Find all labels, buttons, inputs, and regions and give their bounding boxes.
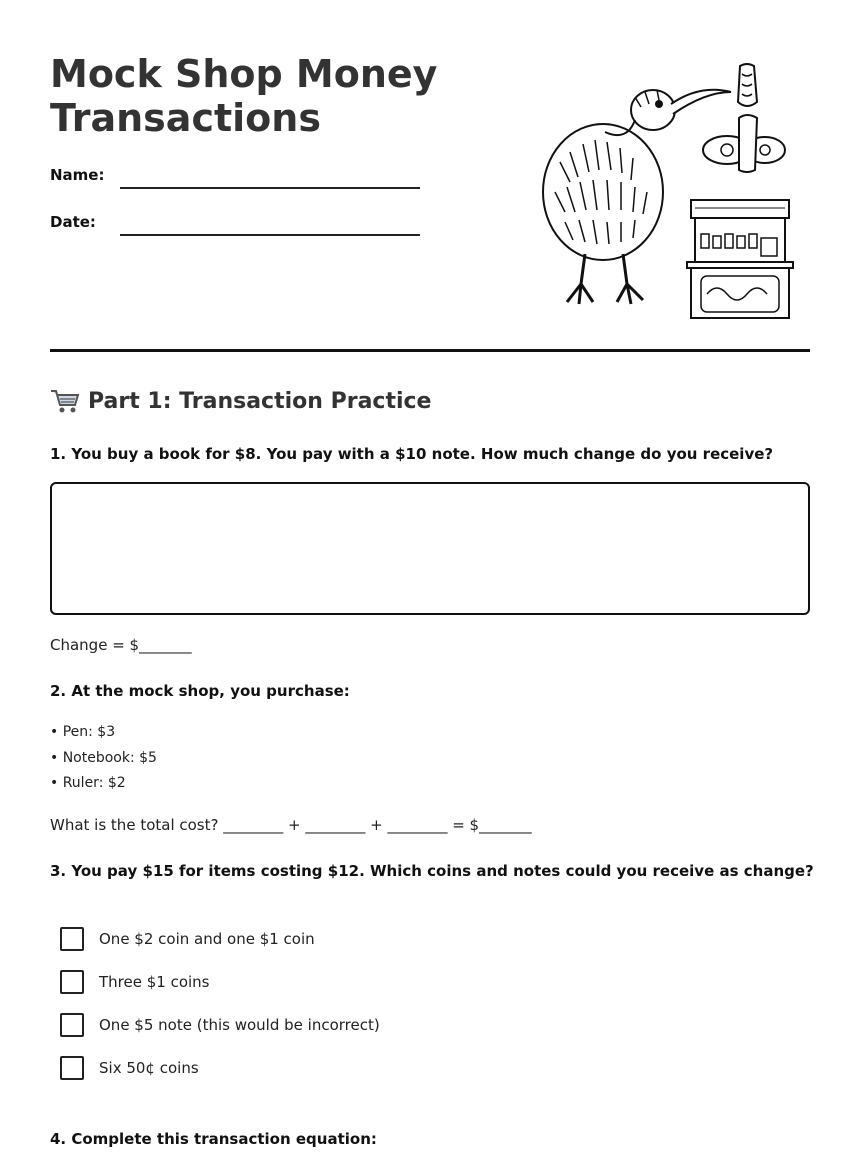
option-checkbox[interactable] <box>60 970 84 994</box>
section-heading <box>50 388 431 414</box>
option-row[interactable] <box>60 927 315 951</box>
list-item: • Ruler: $2 <box>50 775 126 791</box>
option-row[interactable] <box>60 1013 380 1037</box>
option-checkbox[interactable] <box>60 927 84 951</box>
option-row[interactable] <box>60 970 210 994</box>
name-label: Name: <box>50 166 105 184</box>
header-illustration <box>535 62 805 324</box>
maori-carving-icon <box>703 64 785 172</box>
question-1: 1. You buy a book for $8. You pay with a $10 note. How much change do you receive? <box>50 445 774 463</box>
option-label: Three $1 coins <box>99 973 210 991</box>
section-title: Part 1: Transaction Practice <box>88 388 432 414</box>
shopping-cart-icon <box>50 388 80 414</box>
answer-box[interactable] <box>50 482 810 615</box>
page-title <box>50 52 490 140</box>
option-label: One $2 coin and one $1 coin <box>99 930 315 948</box>
title-line-2: Transactions <box>50 96 321 140</box>
option-row[interactable] <box>60 1056 199 1080</box>
list-item: • Pen: $3 <box>50 724 116 740</box>
title-line-1: Mock Shop Money <box>50 52 438 96</box>
question-3: 3. You pay $15 for items costing $12. Which coins and notes could you receive as change? <box>50 862 814 880</box>
header-divider <box>50 349 810 352</box>
question-4: 4. Complete this transaction equation: <box>50 1130 377 1148</box>
option-label: Six 50¢ coins <box>99 1059 199 1077</box>
name-field[interactable] <box>120 187 420 189</box>
option-label: One $5 note (this would be incorrect) <box>99 1016 380 1034</box>
option-checkbox[interactable] <box>60 1013 84 1037</box>
shop-stall-icon <box>687 200 793 318</box>
change-answer-line: Change = $_______ <box>50 636 192 654</box>
list-item: • Notebook: $5 <box>50 750 157 766</box>
date-field[interactable] <box>120 234 420 236</box>
question-2: 2. At the mock shop, you purchase: <box>50 682 350 700</box>
date-label: Date: <box>50 213 96 231</box>
option-checkbox[interactable] <box>60 1056 84 1080</box>
total-cost-line: What is the total cost? ________ + ________ + ________ = $_______ <box>50 816 532 834</box>
